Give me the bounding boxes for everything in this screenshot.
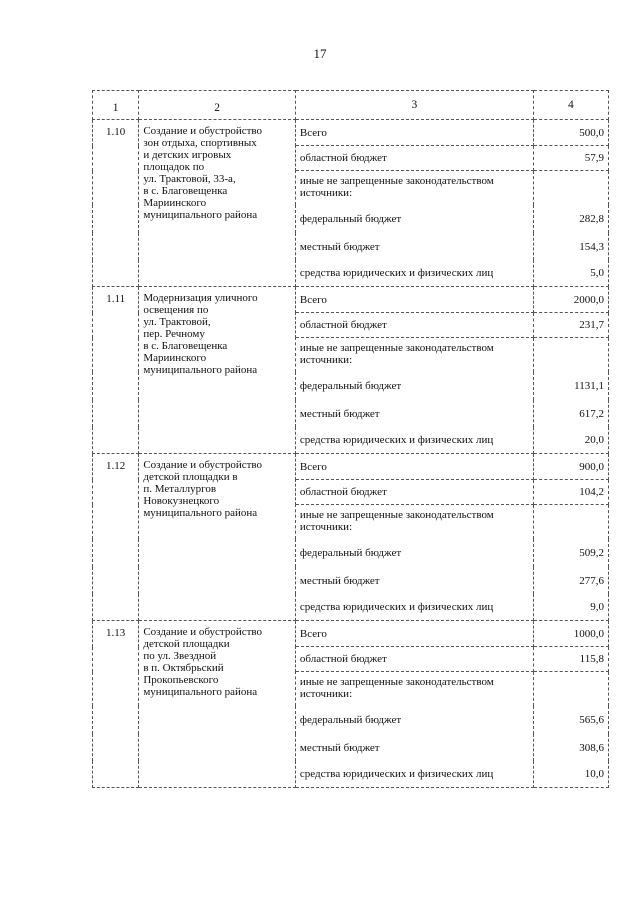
item-description-line: муниципального района xyxy=(143,364,258,376)
funding-amount: 115,8 xyxy=(533,647,608,672)
funding-amount: 2000,0 xyxy=(533,287,608,313)
funding-source: областной бюджет xyxy=(295,313,533,338)
funding-source: иные не запрещенные законодательством источники: xyxy=(295,338,533,373)
funding-amount xyxy=(533,338,608,373)
item-description-line: в с. Благовещенка xyxy=(143,185,228,197)
funding-amount: 1131,1 xyxy=(533,372,608,400)
item-number: 1.13 xyxy=(93,621,139,788)
funding-amount: 20,0 xyxy=(533,427,608,454)
funding-amount: 900,0 xyxy=(533,454,608,480)
funding-source: федеральный бюджет xyxy=(295,539,533,567)
funding-source: местный бюджет xyxy=(295,400,533,427)
item-description-line: муниципального района xyxy=(143,209,258,221)
item-description xyxy=(139,120,296,287)
item-description-line: освещения по xyxy=(143,304,209,316)
table-row xyxy=(93,621,609,647)
funding-source: областной бюджет xyxy=(295,647,533,672)
funding-source: федеральный бюджет xyxy=(295,205,533,233)
funding-amount: 154,3 xyxy=(533,233,608,260)
item-description-line: Мариинского xyxy=(143,352,207,364)
item-description xyxy=(139,287,296,454)
funding-amount: 308,6 xyxy=(533,734,608,761)
budget-table xyxy=(92,90,609,788)
funding-amount: 231,7 xyxy=(533,313,608,338)
funding-source: иные не запрещенные законодательством источники: xyxy=(295,505,533,540)
funding-source: средства юридических и физических лиц xyxy=(295,260,533,287)
header-row xyxy=(93,91,609,120)
funding-source: Всего xyxy=(295,621,533,647)
funding-source: местный бюджет xyxy=(295,734,533,761)
item-description-line: ул. Трактовой, xyxy=(143,316,211,328)
item-description-line: Мариинского xyxy=(143,197,207,209)
funding-source: Всего xyxy=(295,120,533,146)
funding-source: средства юридических и физических лиц xyxy=(295,594,533,621)
funding-source: Всего xyxy=(295,287,533,313)
funding-amount: 9,0 xyxy=(533,594,608,621)
funding-amount: 617,2 xyxy=(533,400,608,427)
item-description-line: Создание и обустройство xyxy=(143,626,263,638)
item-number: 1.12 xyxy=(93,454,139,621)
table-row xyxy=(93,454,609,480)
item-description-line: в с. Благовещенка xyxy=(143,340,228,352)
item-description-line: ул. Трактовой, 33-а, xyxy=(143,173,236,185)
header-col-1: 1 xyxy=(93,91,139,120)
table-row xyxy=(93,120,609,146)
header-col-4: 4 xyxy=(533,91,608,120)
item-description-line: по ул. Звездной xyxy=(143,650,217,662)
item-description-line: Прокопьевского xyxy=(143,674,219,686)
funding-source: средства юридических и физических лиц xyxy=(295,761,533,788)
funding-amount: 282,8 xyxy=(533,205,608,233)
item-description-line: детской площадки xyxy=(143,638,230,650)
item-description-line: Создание и обустройство xyxy=(143,125,263,137)
funding-source: местный бюджет xyxy=(295,567,533,594)
item-description-line: Создание и обустройство xyxy=(143,459,263,471)
funding-amount: 565,6 xyxy=(533,706,608,734)
table-row xyxy=(93,287,609,313)
funding-source: средства юридических и физических лиц xyxy=(295,427,533,454)
funding-amount: 57,9 xyxy=(533,146,608,171)
funding-amount: 500,0 xyxy=(533,120,608,146)
item-description-line: и детских игровых xyxy=(143,149,232,161)
item-description xyxy=(139,454,296,621)
item-description-line: п. Металлургов xyxy=(143,483,217,495)
funding-amount: 1000,0 xyxy=(533,621,608,647)
funding-amount xyxy=(533,672,608,707)
item-number: 1.10 xyxy=(93,120,139,287)
funding-source: областной бюджет xyxy=(295,146,533,171)
funding-amount: 5,0 xyxy=(533,260,608,287)
funding-amount: 509,2 xyxy=(533,539,608,567)
funding-source: иные не запрещенные законодательством источники: xyxy=(295,672,533,707)
header-col-2: 2 xyxy=(139,91,296,120)
funding-source: местный бюджет xyxy=(295,233,533,260)
funding-amount: 277,6 xyxy=(533,567,608,594)
item-description-line: в п. Октябрьский xyxy=(143,662,224,674)
funding-source: федеральный бюджет xyxy=(295,706,533,734)
item-number: 1.11 xyxy=(93,287,139,454)
item-description-line: муниципального района xyxy=(143,507,258,519)
header-col-3: 3 xyxy=(295,91,533,120)
item-description-line: площадок по xyxy=(143,161,205,173)
item-description-line: Модернизация уличного xyxy=(143,292,258,304)
page-number: 17 xyxy=(313,46,327,61)
funding-amount xyxy=(533,505,608,540)
item-description-line: Новокузнецкого xyxy=(143,495,220,507)
item-description-line: зон отдыха, спортивных xyxy=(143,137,257,149)
funding-amount: 10,0 xyxy=(533,761,608,788)
item-description-line: муниципального района xyxy=(143,686,258,698)
funding-source: федеральный бюджет xyxy=(295,372,533,400)
item-description xyxy=(139,621,296,788)
funding-amount: 104,2 xyxy=(533,480,608,505)
funding-source: Всего xyxy=(295,454,533,480)
funding-source: областной бюджет xyxy=(295,480,533,505)
item-description-line: пер. Речному xyxy=(143,328,205,340)
funding-amount xyxy=(533,171,608,206)
funding-source: иные не запрещенные законодательством источники: xyxy=(295,171,533,206)
item-description-line: детской площадки в xyxy=(143,471,238,483)
